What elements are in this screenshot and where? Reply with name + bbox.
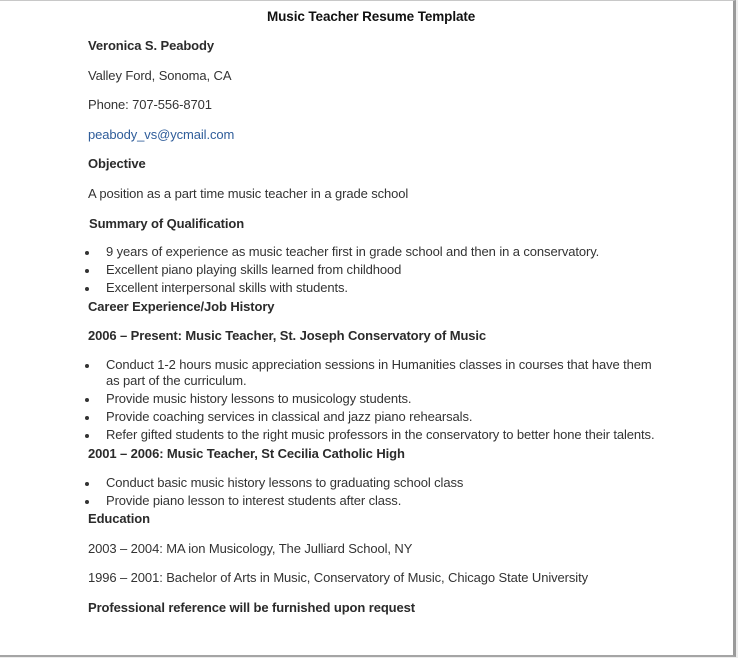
list-item: Conduct 1-2 hours music appreciation sessions in Humanities classes in courses that have them (106, 357, 652, 372)
email-link[interactable]: peabody_vs@ycmail.com (88, 127, 235, 142)
education-heading: Education (88, 511, 150, 526)
job-title: 2001 – 2006: Music Teacher, St Cecilia Catholic High (88, 446, 405, 461)
bullet-icon (85, 398, 89, 402)
address: Valley Ford, Sonoma, CA (88, 68, 232, 83)
bullet-icon (85, 416, 89, 420)
list-item-continuation: as part of the curriculum. (106, 373, 247, 388)
document-title: Music Teacher Resume Template (267, 9, 476, 24)
bullet-icon (85, 287, 89, 291)
career-heading: Career Experience/Job History (88, 299, 275, 314)
references-note: Professional reference will be furnished upon request (88, 600, 416, 615)
job-title: 2006 – Present: Music Teacher, St. Joseph Conservatory of Music (88, 328, 487, 343)
candidate-name: Veronica S. Peabody (88, 38, 214, 53)
bullet-icon (85, 364, 89, 368)
bullet-icon (85, 434, 89, 438)
list-item: Refer gifted students to the right music professors in the conservatory to better hone their talents. (106, 427, 655, 442)
objective-text: A position as a part time music teacher in a grade school (88, 186, 409, 201)
bullet-icon (85, 500, 89, 504)
bullet-icon (85, 482, 89, 486)
list-item: Provide piano lesson to interest students after class. (106, 493, 402, 508)
list-item: 9 years of experience as music teacher first in grade school and then in a conservatory. (106, 244, 600, 259)
education-entry: 2003 – 2004: MA ion Musicology, The Julliard School, NY (88, 541, 413, 556)
list-item: Provide coaching services in classical and jazz piano rehearsals. (106, 409, 473, 424)
education-entry: 1996 – 2001: Bachelor of Arts in Music, Conservatory of Music, Chicago State University (88, 570, 588, 585)
phone: Phone: 707-556-8701 (88, 97, 212, 112)
bullet-icon (85, 269, 89, 273)
list-item: Provide music history lessons to musicology students. (106, 391, 412, 406)
objective-heading: Objective (88, 156, 146, 171)
bullet-icon (85, 251, 89, 255)
list-item: Excellent interpersonal skills with students. (106, 280, 348, 295)
list-item: Conduct basic music history lessons to graduating school class (106, 475, 464, 490)
summary-heading: Summary of Qualification (89, 216, 245, 231)
list-item: Excellent piano playing skills learned from childhood (106, 262, 402, 277)
